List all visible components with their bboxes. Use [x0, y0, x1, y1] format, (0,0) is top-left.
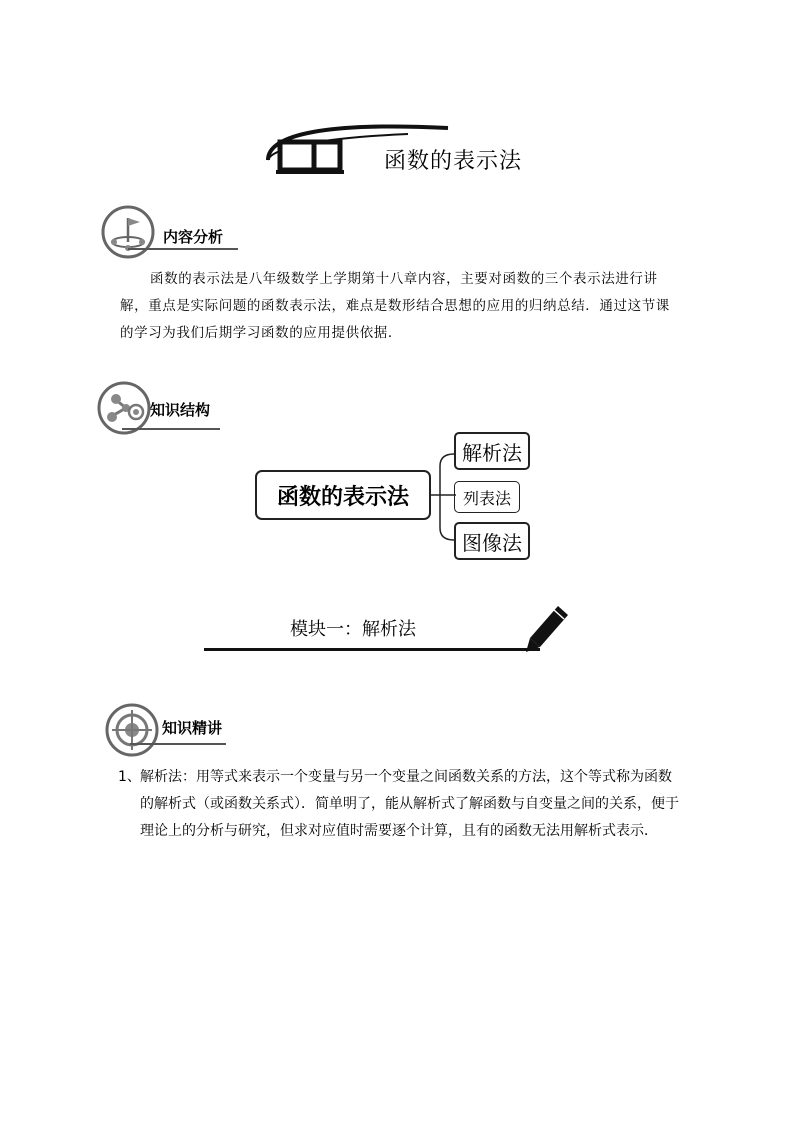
section-label-content-analysis: 内容分析	[163, 228, 224, 246]
mindmap-branch-table: 列表法	[454, 481, 520, 513]
content-analysis-paragraph: 函数的表示法是八年级数学上学期第十八章内容，主要对函数的三个表示法进行讲解，重点是实际问题的函数表示法，难点是数形结合思想的应用的归纳总结．通过这节课的学习为我们后期学习函数的应用提供依据．	[120, 271, 670, 341]
target-flag-icon	[100, 204, 156, 260]
mindmap-branch-analytic: 解析法	[454, 432, 530, 470]
lecture-item-number: 1、	[118, 769, 141, 785]
section-underline	[122, 428, 220, 430]
section-label-knowledge-structure: 知识结构	[150, 401, 211, 419]
lecture-item-text: 解析法：用等式来表示一个变量与另一个变量之间函数关系的方法，这个等式称为函数的解析式（或函数关系式）．简单明了，能从解析式了解函数与自变量之间的关系，便于理论上的分析与研究，但求对应值时需要逐个计算，且有的函数无法用解析式表示．	[140, 769, 679, 839]
mindmap-branch-graph: 图像法	[454, 522, 530, 560]
section-underline	[130, 743, 226, 745]
section-underline	[128, 248, 238, 250]
module-title: 模块一：解析法	[290, 619, 416, 640]
module-underline	[204, 648, 540, 651]
mindmap-root-node: 函数的表示法	[255, 470, 431, 520]
pencil-icon	[522, 600, 572, 654]
page-title: 函数的表示法	[384, 149, 523, 174]
target-crosshair-icon	[104, 702, 160, 758]
section-label-knowledge-lecture: 知识精讲	[162, 719, 223, 737]
